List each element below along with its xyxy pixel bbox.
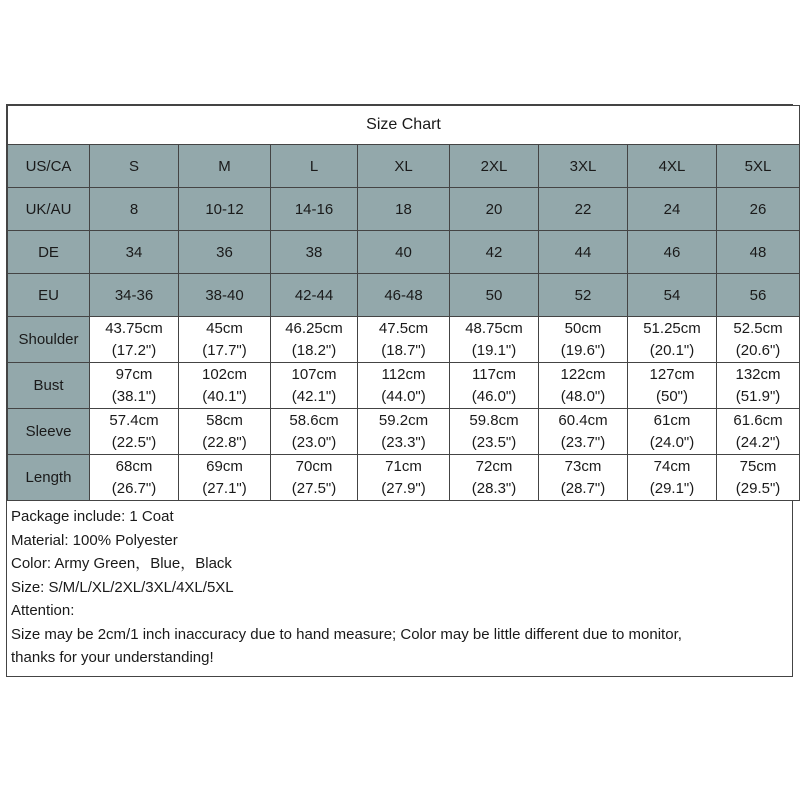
- measurement-row: [8, 409, 800, 455]
- inch-value: (22.5"): [111, 433, 157, 451]
- cm-value: 57.4cm: [109, 411, 159, 429]
- cm-value: 61.6cm: [733, 411, 783, 429]
- measurement-cell: [717, 409, 800, 455]
- inch-value: (22.8"): [202, 433, 247, 451]
- inch-value: (24.0"): [649, 433, 695, 451]
- measurement-row: [8, 317, 800, 363]
- measurement-cell: [271, 317, 358, 363]
- inch-value: (48.0"): [560, 387, 606, 405]
- note-line: Attention:: [11, 602, 75, 619]
- size-row: [8, 145, 800, 188]
- measurement-cell: [358, 317, 450, 363]
- size-cell: 20: [450, 188, 539, 231]
- measurement-cell: [271, 409, 358, 455]
- measurement-cell: [90, 409, 179, 455]
- measurement-cell: [90, 455, 179, 501]
- size-cell: 56: [717, 274, 800, 317]
- cm-value: 107cm: [291, 365, 337, 383]
- size-cell: 18: [358, 188, 450, 231]
- cm-value: 68cm: [115, 457, 153, 475]
- cm-value: 58.6cm: [289, 411, 339, 429]
- size-chart-table: [7, 105, 800, 501]
- measurement-cell: [628, 409, 717, 455]
- size-cell: 50: [450, 274, 539, 317]
- product-notes: [7, 501, 792, 676]
- cm-value: 75cm: [739, 457, 777, 475]
- cm-value: 102cm: [201, 365, 248, 383]
- inch-value: (46.0"): [471, 387, 517, 405]
- cm-value: 50cm: [564, 319, 602, 337]
- row-label: Sleeve: [8, 409, 90, 455]
- inch-value: (17.2"): [111, 341, 157, 359]
- row-label: UK/AU: [8, 188, 90, 231]
- row-label: EU: [8, 274, 90, 317]
- measurement-row: [8, 363, 800, 409]
- size-chart-sheet: [6, 104, 793, 677]
- note-line: Size: S/M/L/XL/2XL/3XL/4XL/5XL: [11, 578, 234, 596]
- inch-value: (23.0"): [291, 433, 337, 451]
- cm-value: 59.8cm: [469, 411, 519, 429]
- measurement-cell: [90, 363, 179, 409]
- measurement-cell: [628, 455, 717, 501]
- inch-value: (27.5"): [291, 479, 337, 497]
- size-cell: M: [179, 145, 271, 188]
- inch-value: (27.9"): [381, 479, 426, 497]
- cm-value: 71cm: [385, 457, 422, 475]
- cm-value: 45cm: [206, 319, 243, 337]
- size-cell: 2XL: [450, 145, 539, 188]
- inch-value: (29.1"): [649, 479, 695, 497]
- size-cell: 46: [628, 231, 717, 274]
- measurement-cell: [539, 455, 628, 501]
- note-line: Size may be 2cm/1 inch inaccuracy due to hand measure; Color may be little different due to monitor,: [11, 625, 682, 643]
- row-label: Length: [8, 455, 90, 501]
- inch-value: (27.1"): [202, 479, 247, 497]
- inch-value: (38.1"): [111, 387, 157, 405]
- cm-value: 72cm: [475, 457, 513, 475]
- cm-value: 69cm: [206, 457, 243, 475]
- cm-value: 58cm: [206, 411, 243, 429]
- size-cell: S: [90, 145, 179, 188]
- cm-value: 112cm: [381, 365, 426, 383]
- row-label: US/CA: [8, 145, 90, 188]
- inch-value: (50"): [656, 387, 688, 405]
- measurement-cell: [358, 409, 450, 455]
- row-label: DE: [8, 231, 90, 274]
- size-row: [8, 231, 800, 274]
- measurement-cell: [179, 455, 271, 501]
- measurement-cell: [717, 455, 800, 501]
- cm-value: 61cm: [653, 411, 691, 429]
- measurement-cell: [717, 363, 800, 409]
- inch-value: (19.6"): [560, 341, 606, 359]
- measurement-cell: [358, 363, 450, 409]
- measurement-cell: [358, 455, 450, 501]
- size-cell: 34: [90, 231, 179, 274]
- inch-value: (42.1"): [291, 387, 337, 405]
- size-cell: 3XL: [539, 145, 628, 188]
- row-label: Shoulder: [8, 317, 90, 363]
- measurement-cell: [450, 363, 539, 409]
- inch-value: (40.1"): [202, 387, 247, 405]
- inch-value: (51.9"): [735, 387, 781, 405]
- size-cell: 10-12: [179, 188, 271, 231]
- size-cell: 14-16: [271, 188, 358, 231]
- size-cell: 24: [628, 188, 717, 231]
- cm-value: 43.75cm: [105, 319, 163, 337]
- measurement-cell: [539, 409, 628, 455]
- cm-value: 59.2cm: [378, 411, 429, 429]
- measurement-cell: [717, 317, 800, 363]
- inch-value: (44.0"): [381, 387, 426, 405]
- size-cell: 36: [179, 231, 271, 274]
- inch-value: (23.5"): [471, 433, 517, 451]
- note-line: Color: Army Green，Blue，Black: [11, 555, 232, 572]
- inch-value: (18.7"): [381, 341, 426, 359]
- size-row: [8, 274, 800, 317]
- size-cell: 46-48: [358, 274, 450, 317]
- size-cell: 8: [90, 188, 179, 231]
- size-cell: 44: [539, 231, 628, 274]
- size-cell: 5XL: [717, 145, 800, 188]
- cm-value: 52.5cm: [733, 319, 783, 337]
- cm-value: 47.5cm: [378, 319, 429, 337]
- measurement-cell: [450, 455, 539, 501]
- size-cell: 22: [539, 188, 628, 231]
- measurement-cell: [628, 363, 717, 409]
- measurement-cell: [450, 317, 539, 363]
- size-cell: 42-44: [271, 274, 358, 317]
- cm-value: 60.4cm: [558, 411, 608, 429]
- size-cell: L: [271, 145, 358, 188]
- inch-value: (26.7"): [111, 479, 157, 497]
- measurement-cell: [628, 317, 717, 363]
- inch-value: (28.3"): [471, 479, 517, 497]
- size-cell: 48: [717, 231, 800, 274]
- cm-value: 70cm: [295, 457, 333, 475]
- inch-value: (24.2"): [735, 433, 781, 451]
- cm-value: 97cm: [115, 365, 153, 383]
- measurement-cell: [179, 317, 271, 363]
- inch-value: (20.6"): [735, 341, 781, 359]
- size-cell: 40: [358, 231, 450, 274]
- size-cell: 38-40: [179, 274, 271, 317]
- inch-value: (23.3"): [381, 433, 426, 451]
- inch-value: (23.7"): [560, 433, 606, 451]
- size-cell: 52: [539, 274, 628, 317]
- size-cell: 42: [450, 231, 539, 274]
- note-line: thanks for your understanding!: [11, 649, 214, 666]
- cm-value: 73cm: [564, 457, 602, 475]
- inch-value: (17.7"): [202, 341, 247, 359]
- size-cell: 26: [717, 188, 800, 231]
- measurement-cell: [271, 455, 358, 501]
- cm-value: 74cm: [653, 457, 691, 475]
- inch-value: (28.7"): [560, 479, 606, 497]
- cm-value: 122cm: [560, 365, 606, 383]
- cm-value: 51.25cm: [643, 319, 701, 337]
- cm-value: 48.75cm: [465, 319, 523, 337]
- size-cell: 38: [271, 231, 358, 274]
- cm-value: 46.25cm: [285, 319, 343, 337]
- size-cell: 54: [628, 274, 717, 317]
- inch-value: (20.1"): [649, 341, 695, 359]
- measurement-cell: [539, 363, 628, 409]
- size-row: [8, 188, 800, 231]
- note-line: Material: 100% Polyester: [11, 531, 178, 549]
- measurement-cell: [90, 317, 179, 363]
- inch-value: (29.5"): [735, 479, 781, 497]
- inch-value: (18.2"): [291, 341, 337, 359]
- measurement-cell: [179, 409, 271, 455]
- size-cell: 34-36: [90, 274, 179, 317]
- measurement-cell: [271, 363, 358, 409]
- measurement-cell: [179, 363, 271, 409]
- inch-value: (19.1"): [471, 341, 517, 359]
- row-label: Bust: [8, 363, 90, 409]
- measurement-cell: [450, 409, 539, 455]
- size-cell: XL: [358, 145, 450, 188]
- cm-value: 132cm: [735, 365, 781, 383]
- measurement-cell: [539, 317, 628, 363]
- measurement-row: [8, 455, 800, 501]
- chart-title: Size Chart: [8, 106, 800, 145]
- size-cell: 4XL: [628, 145, 717, 188]
- cm-value: 117cm: [472, 365, 516, 383]
- cm-value: 127cm: [649, 365, 695, 383]
- note-line: Package include: 1 Coat: [11, 508, 174, 525]
